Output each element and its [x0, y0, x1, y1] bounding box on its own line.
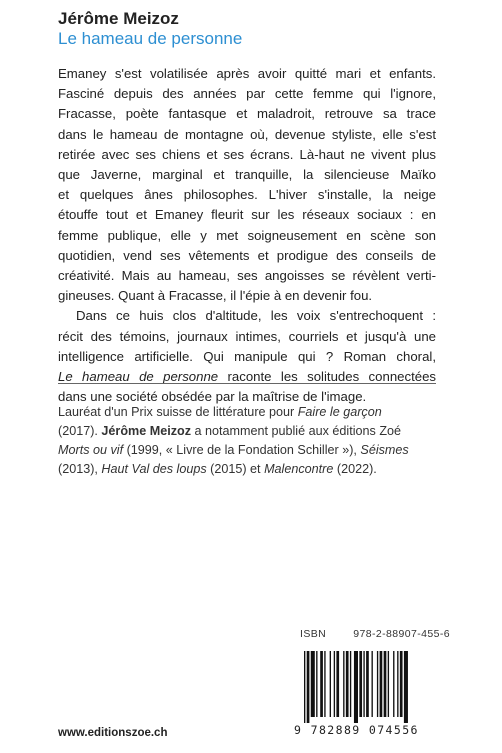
barcode [290, 645, 455, 745]
bio-line [58, 441, 443, 460]
blurb-line: Fasciné depuis des années par cette femme qui l'ignore, [58, 86, 436, 102]
divider [58, 383, 436, 384]
blurb-line: gineuses. Quant à Fracasse, il l'épie à en devenir fou. [58, 288, 373, 304]
blurb-paragraph-2 [58, 306, 436, 407]
blurb-line [58, 367, 436, 387]
bio-work-title: Séismes [360, 443, 409, 457]
bio-text: (2013), [58, 462, 102, 476]
bio-text: (1999, « Livre de la Fondation Schiller »), [123, 443, 361, 457]
blurb-line: Emaney s'est volatilisée après avoir quitté mari et enfants. [58, 66, 436, 81]
author-bio [58, 403, 443, 479]
blurb-line: créativité. Mais au hameau, ses angoisses se révèlent verti- [58, 268, 436, 284]
blurb-line: retirée avec ses chiens et ses écrans. Là-haut ne vivent plus [58, 146, 436, 162]
blurb-text: raconte les solitudes connectées [218, 369, 437, 385]
publisher-website: www.editionszoe.ch [58, 727, 168, 739]
bio-work-title: Faire le garçon [297, 405, 382, 419]
blurb-line: femme publique, elle y met soigneusement en scène son [58, 227, 436, 243]
blurb [58, 64, 436, 407]
blurb-line: et quelques ânes philosophes. L'hiver s'installe, la neige [58, 187, 436, 203]
bio-line [58, 460, 443, 479]
blurb-line: dans le hameau de montagne où, devenue styliste, elle s'est [58, 126, 436, 142]
bio-line [58, 403, 443, 422]
bio-text: (2015) et [206, 462, 265, 476]
blurb-line: récit des témoins, journaux intimes, courriels et jusqu'à une [58, 328, 436, 344]
isbn-line [300, 628, 450, 640]
blurb-line: étouffe tout et Emaney fleurit sur les réseaux sociaux : en [58, 207, 436, 223]
bio-work-title: Haut Val des loups [101, 462, 207, 476]
blurb-line: Dans ce huis clos d'altitude, les voix s'entrechoquent : [76, 308, 436, 324]
blurb-line: quotidien, vend ses vêtements et prodigue des conseils de [58, 247, 436, 263]
bio-text: a notamment publié aux éditions Zoé [191, 424, 402, 438]
author-name: Jérôme Meizoz [58, 9, 179, 28]
barcode-bars-icon [304, 651, 444, 723]
bio-text: Lauréat d'un Prix suisse de littérature pour [58, 405, 298, 419]
book-title: Le hameau de personne [58, 29, 243, 48]
bio-author-name: Jérôme Meizoz [101, 424, 191, 438]
blurb-line: intelligence artificielle. Qui manipule qui ? Roman choral, [58, 348, 436, 364]
blurb-paragraph-1 [58, 64, 436, 306]
bio-work-title: Morts ou vif [58, 443, 124, 457]
blurb-line: que Javerne, marginal et tranquille, la silencieuse Maïko [58, 167, 436, 183]
blurb-line: dans une société obsédée par la maîtrise de l'image. [58, 389, 367, 405]
blurb-title-italic: Le hameau de personne [58, 369, 219, 385]
isbn-number: 978-2-88907-455-6 [353, 628, 450, 640]
barcode-digits: 9 782889 074556 [294, 723, 419, 737]
bio-text: (2022). [333, 462, 377, 476]
bio-line [58, 422, 443, 441]
blurb-line: Fracasse, poète fantasque et maladroit, retrouve sa trace [58, 106, 436, 122]
bio-text: (2017). [58, 424, 102, 438]
isbn-label: ISBN [300, 628, 327, 640]
bio-work-title: Malencontre [264, 462, 334, 476]
